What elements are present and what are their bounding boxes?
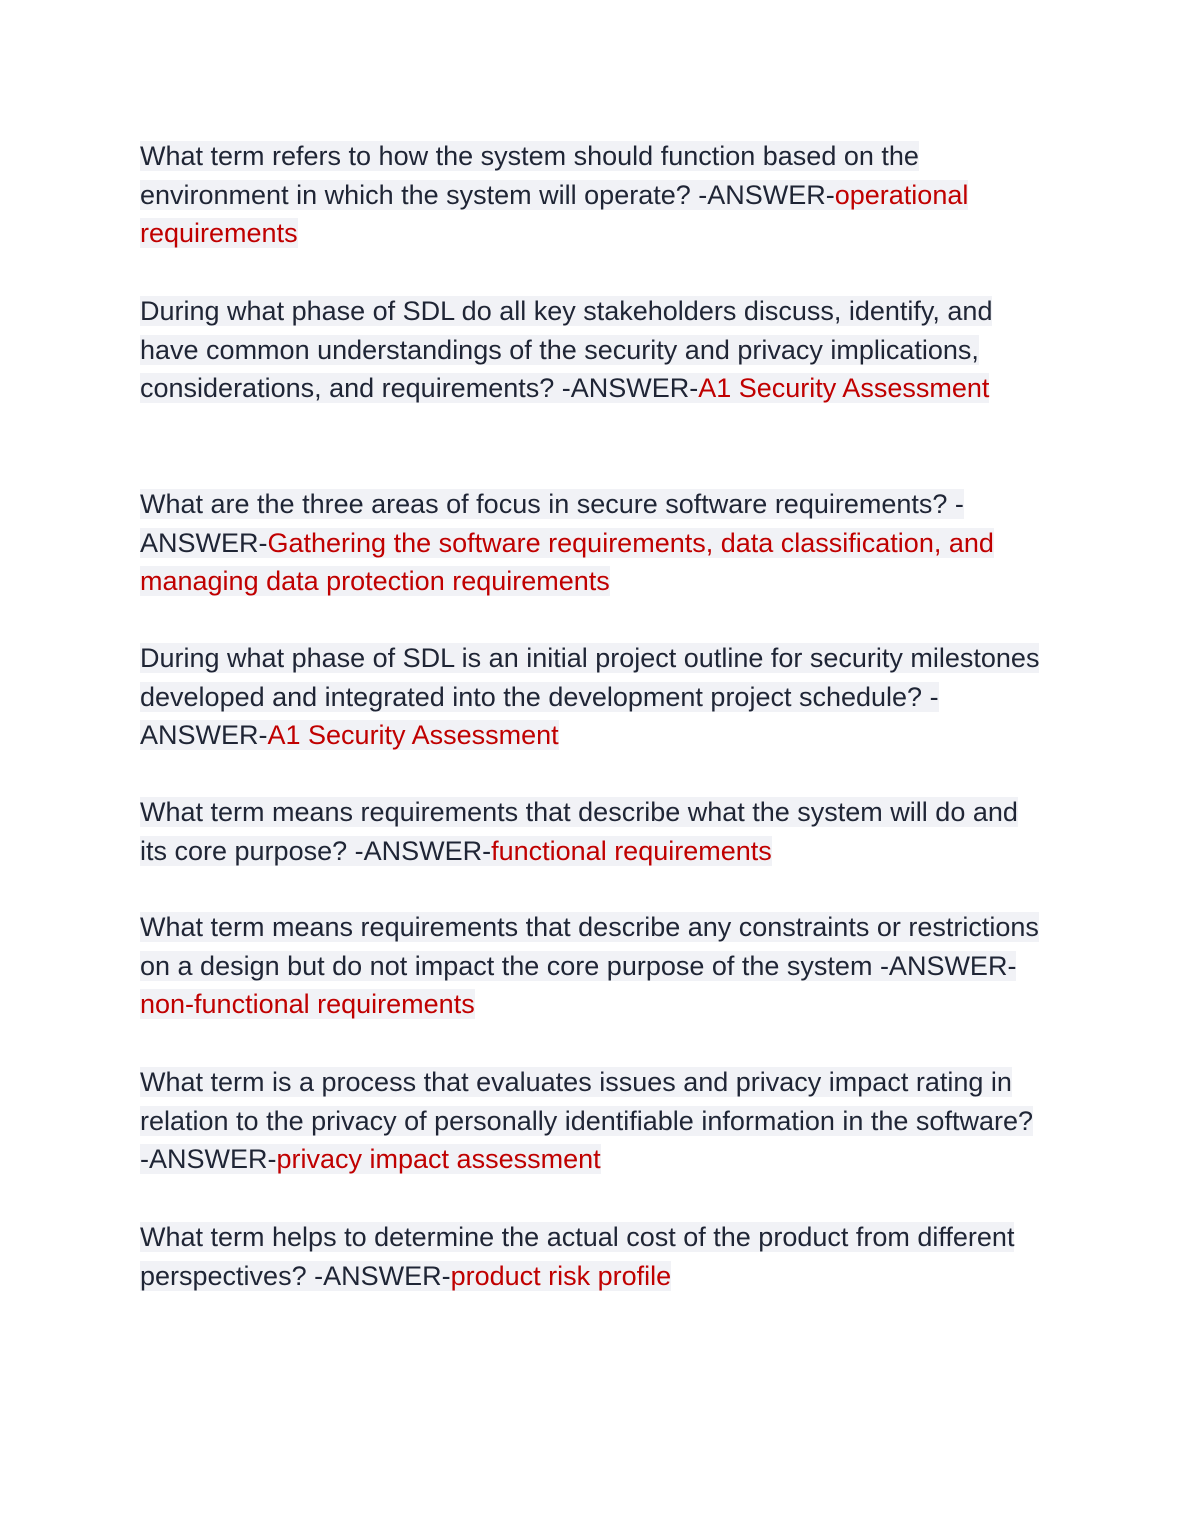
- qa-item: [140, 137, 1040, 253]
- qa-highlight: [140, 1222, 1014, 1291]
- question-text: What term means requirements that describe what the system will do and its core purpose? -ANSWER-: [140, 797, 1018, 866]
- qa-item: [140, 1218, 1040, 1295]
- qa-item: [140, 793, 1040, 870]
- answer-text: functional requirements: [491, 835, 772, 866]
- question-text: During what phase of SDL is an initial project outline for security milestones developed and integrated into the development project schedule? -ANSWER-: [140, 643, 1040, 750]
- qa-highlight: [140, 1067, 1033, 1174]
- qa-item: [140, 639, 1040, 755]
- question-text: What term is a process that evaluates issues and privacy impact rating in relation to the privacy of personally identifiable information in the software? -ANSWER-: [140, 1067, 1033, 1174]
- qa-highlight: [140, 797, 1018, 866]
- answer-text: privacy impact assessment: [276, 1144, 601, 1174]
- qa-highlight: [140, 296, 992, 403]
- qa-item: [140, 1063, 1040, 1179]
- answer-text: A1 Security Assessment: [698, 373, 990, 403]
- qa-highlight: [140, 141, 968, 248]
- qa-highlight: [140, 643, 1039, 750]
- answer-text: operational requirements: [140, 179, 969, 248]
- answer-text: product risk profile: [450, 1260, 672, 1291]
- qa-highlight: [140, 489, 994, 596]
- question-text: What term means requirements that describe any constraints or restrictions on a design but do not impact the core purpose of the system -ANSWER-: [140, 912, 1039, 981]
- question-text: What term helps to determine the actual cost of the product from different perspectives? -ANSWER-: [140, 1222, 1015, 1291]
- question-text: What term refers to how the system should function based on the environment in which the system will operate? -ANSWER-: [140, 141, 919, 210]
- answer-text: non-functional requirements: [140, 989, 475, 1019]
- question-text: During what phase of SDL do all key stakeholders discuss, identify, and have common understandings of the security and privacy implications, considerations, and requirements? -ANSWER-: [140, 296, 993, 403]
- answer-text: Gathering the software requirements, data classification, and managing data protection requirements: [140, 527, 994, 596]
- qa-item: [140, 485, 1040, 601]
- qa-item: [140, 908, 1040, 1024]
- qa-highlight: [140, 912, 1039, 1019]
- answer-text: A1 Security Assessment: [267, 720, 559, 750]
- qa-item: [140, 292, 1040, 408]
- question-text: What are the three areas of focus in secure software requirements? -ANSWER-: [140, 489, 964, 558]
